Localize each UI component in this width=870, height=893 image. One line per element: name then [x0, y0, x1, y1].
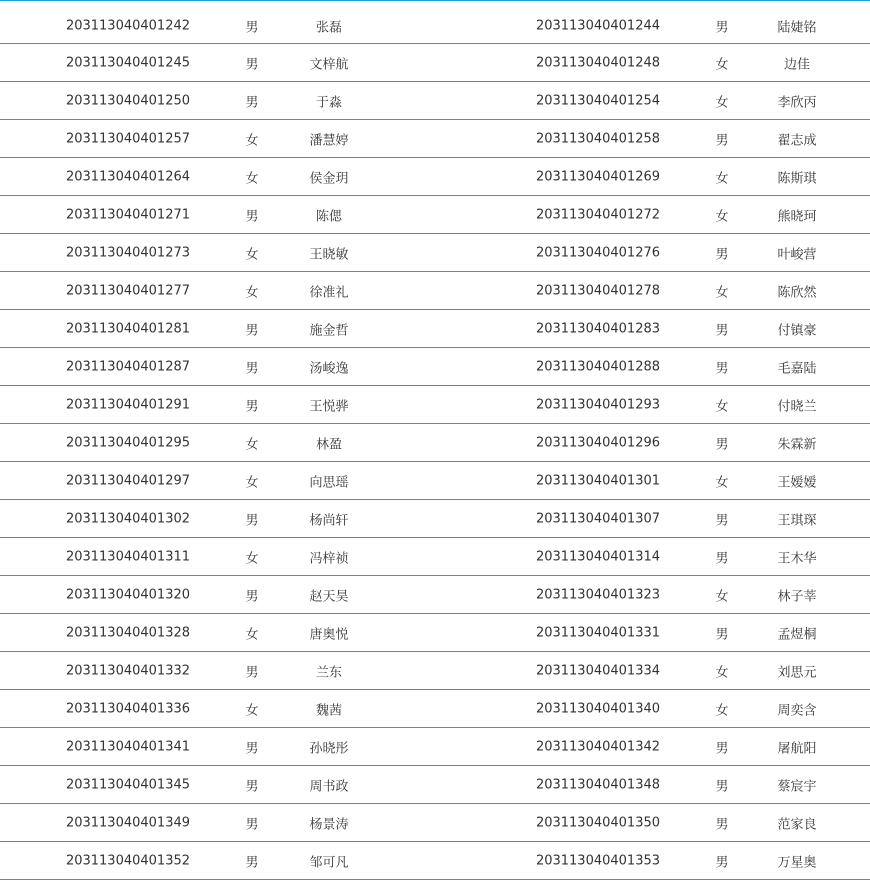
student-id-cell: 203113040401281	[65, 321, 191, 336]
name-cell: 冯梓祯	[309, 551, 349, 566]
gender-cell: 女	[245, 703, 259, 718]
gender-cell: 女	[715, 285, 729, 300]
table-row	[0, 804, 870, 842]
name-cell: 赵天昊	[309, 589, 349, 604]
table-row	[0, 842, 870, 880]
gender-cell: 男	[245, 209, 259, 224]
name-cell: 刘思元	[777, 665, 817, 680]
student-id-cell: 203113040401248	[535, 55, 661, 70]
gender-cell: 男	[715, 513, 729, 528]
name-cell: 蔡宸宇	[777, 779, 817, 794]
student-id-cell: 203113040401302	[65, 511, 191, 526]
student-id-cell: 203113040401340	[535, 701, 661, 716]
gender-cell: 男	[715, 361, 729, 376]
student-id-cell: 203113040401341	[65, 739, 191, 754]
student-id-cell: 203113040401242	[65, 18, 191, 34]
student-id-cell: 203113040401345	[65, 777, 191, 792]
name-cell: 魏茜	[315, 703, 342, 718]
table-row	[0, 234, 870, 272]
student-id-cell: 203113040401349	[65, 815, 191, 830]
student-id-cell: 203113040401258	[535, 131, 661, 146]
gender-cell: 男	[715, 779, 729, 794]
student-id-cell: 203113040401334	[535, 663, 661, 678]
student-id-cell: 203113040401269	[535, 169, 661, 184]
student-id-cell: 203113040401336	[65, 701, 191, 716]
name-cell: 屠航阳	[777, 741, 817, 756]
gender-cell: 男	[245, 817, 259, 832]
name-cell: 施金哲	[309, 323, 349, 338]
student-id-cell: 203113040401295	[65, 435, 191, 450]
student-id-cell: 203113040401307	[535, 511, 661, 526]
gender-cell: 女	[245, 551, 259, 566]
gender-cell: 女	[715, 589, 729, 604]
name-cell: 王嫒嫒	[777, 475, 817, 490]
gender-cell: 男	[245, 57, 259, 72]
gender-cell: 女	[715, 665, 729, 680]
gender-cell: 男	[715, 817, 729, 832]
name-cell: 陈偲	[315, 209, 342, 224]
gender-cell: 女	[245, 475, 259, 490]
student-id-cell: 203113040401320	[65, 587, 191, 602]
name-cell: 徐准礼	[309, 285, 349, 300]
student-id-cell: 203113040401264	[65, 169, 191, 184]
name-cell: 叶峻营	[777, 247, 817, 262]
gender-cell: 女	[715, 57, 729, 72]
name-cell: 陈斯琪	[777, 171, 817, 186]
gender-cell: 男	[715, 627, 729, 642]
name-cell: 兰东	[315, 665, 342, 680]
gender-cell: 女	[715, 703, 729, 718]
student-id-cell: 203113040401291	[65, 397, 191, 412]
table-row	[0, 500, 870, 538]
gender-cell: 男	[715, 323, 729, 338]
gender-cell: 男	[245, 741, 259, 756]
name-cell: 唐奥悦	[309, 627, 349, 642]
gender-cell: 女	[715, 399, 729, 414]
student-id-cell: 203113040401250	[65, 93, 191, 108]
table-row	[0, 348, 870, 386]
student-id-cell: 203113040401257	[65, 131, 191, 146]
name-cell: 汤峻逸	[309, 361, 349, 376]
name-cell: 杨景涛	[309, 817, 349, 832]
student-id-cell: 203113040401273	[65, 245, 191, 260]
gender-cell: 男	[245, 513, 259, 528]
gender-cell: 男	[245, 323, 259, 338]
name-cell: 范家良	[777, 817, 817, 832]
gender-cell: 男	[715, 551, 729, 566]
gender-cell: 女	[245, 133, 259, 148]
name-cell: 朱霖新	[777, 437, 817, 452]
student-id-cell: 203113040401254	[535, 93, 661, 108]
student-id-cell: 203113040401352	[65, 853, 191, 868]
gender-cell: 女	[715, 171, 729, 186]
table-row	[0, 386, 870, 424]
name-cell: 文梓航	[309, 57, 349, 72]
student-id-cell: 203113040401342	[535, 739, 661, 754]
gender-cell: 男	[715, 20, 729, 36]
gender-cell: 女	[715, 209, 729, 224]
student-id-cell: 203113040401348	[535, 777, 661, 792]
name-cell: 毛嘉陆	[777, 361, 817, 376]
gender-cell: 女	[245, 437, 259, 452]
name-cell: 付镇豪	[777, 323, 817, 338]
name-cell: 王琪琛	[777, 513, 817, 528]
student-id-cell: 203113040401283	[535, 321, 661, 336]
name-cell: 翟志成	[777, 133, 817, 148]
gender-cell: 男	[245, 855, 259, 870]
student-id-cell: 203113040401323	[535, 587, 661, 602]
name-cell: 周书政	[309, 779, 349, 794]
gender-cell: 男	[715, 133, 729, 148]
gender-cell: 男	[245, 95, 259, 110]
table-row	[0, 424, 870, 462]
table-row	[0, 614, 870, 652]
student-id-cell: 203113040401287	[65, 359, 191, 374]
table-row	[0, 158, 870, 196]
name-cell: 边佳	[783, 57, 810, 72]
student-id-cell: 203113040401311	[65, 549, 191, 564]
student-id-cell: 203113040401296	[535, 435, 661, 450]
name-cell: 陈欣然	[777, 285, 817, 300]
student-id-cell: 203113040401276	[535, 245, 661, 260]
gender-cell: 女	[245, 285, 259, 300]
student-id-cell: 203113040401350	[535, 815, 661, 830]
table-row	[0, 728, 870, 766]
student-id-cell: 203113040401288	[535, 359, 661, 374]
student-id-cell: 203113040401301	[535, 473, 661, 488]
gender-cell: 男	[245, 361, 259, 376]
gender-cell: 男	[715, 855, 729, 870]
name-cell: 邹可凡	[309, 855, 349, 870]
gender-cell: 男	[715, 437, 729, 452]
gender-cell: 男	[245, 399, 259, 414]
table-row	[0, 44, 870, 82]
name-cell: 侯金玥	[309, 171, 349, 186]
table-row	[0, 272, 870, 310]
name-cell: 孟煜桐	[777, 627, 817, 642]
gender-cell: 女	[715, 95, 729, 110]
table-row	[0, 196, 870, 234]
name-cell: 孙晓彤	[309, 741, 349, 756]
student-id-cell: 203113040401293	[535, 397, 661, 412]
table-row	[0, 766, 870, 804]
gender-cell: 男	[245, 589, 259, 604]
student-id-cell: 203113040401278	[535, 283, 661, 298]
student-id-cell: 203113040401277	[65, 283, 191, 298]
table-row	[0, 690, 870, 728]
name-cell: 周奕含	[777, 703, 817, 718]
gender-cell: 男	[245, 665, 259, 680]
gender-cell: 女	[715, 475, 729, 490]
table-row	[0, 538, 870, 576]
gender-cell: 男	[715, 247, 729, 262]
gender-cell: 男	[245, 20, 259, 36]
name-cell: 潘慧婷	[309, 133, 349, 148]
name-cell: 陆婕铭	[777, 20, 817, 36]
student-id-cell: 203113040401328	[65, 625, 191, 640]
name-cell: 张磊	[315, 20, 342, 36]
name-cell: 李欣丙	[777, 95, 817, 110]
gender-cell: 女	[245, 627, 259, 642]
gender-cell: 男	[715, 741, 729, 756]
student-id-cell: 203113040401245	[65, 55, 191, 70]
table-row	[0, 652, 870, 690]
table-row	[0, 0, 870, 44]
name-cell: 杨尚轩	[309, 513, 349, 528]
name-cell: 王木华	[777, 551, 817, 566]
name-cell: 向思瑶	[309, 475, 349, 490]
name-cell: 王悦骅	[309, 399, 349, 414]
name-cell: 王晓敏	[309, 247, 349, 262]
table-row	[0, 462, 870, 500]
student-id-cell: 203113040401244	[535, 18, 661, 34]
gender-cell: 男	[245, 779, 259, 794]
student-id-cell: 203113040401297	[65, 473, 191, 488]
name-cell: 于淼	[315, 95, 342, 110]
name-cell: 林子莘	[777, 589, 817, 604]
student-id-cell: 203113040401331	[535, 625, 661, 640]
student-id-cell: 203113040401332	[65, 663, 191, 678]
table-row	[0, 310, 870, 348]
table-row	[0, 120, 870, 158]
student-id-cell: 203113040401353	[535, 853, 661, 868]
name-cell: 付晓兰	[777, 399, 817, 414]
gender-cell: 女	[245, 247, 259, 262]
name-cell: 熊晓珂	[777, 209, 817, 224]
student-id-cell: 203113040401272	[535, 207, 661, 222]
table-row	[0, 576, 870, 614]
name-cell: 林盈	[315, 437, 342, 452]
table-row	[0, 82, 870, 120]
student-id-cell: 203113040401271	[65, 207, 191, 222]
name-cell: 万星奥	[777, 855, 817, 870]
gender-cell: 女	[245, 171, 259, 186]
student-id-cell: 203113040401314	[535, 549, 661, 564]
